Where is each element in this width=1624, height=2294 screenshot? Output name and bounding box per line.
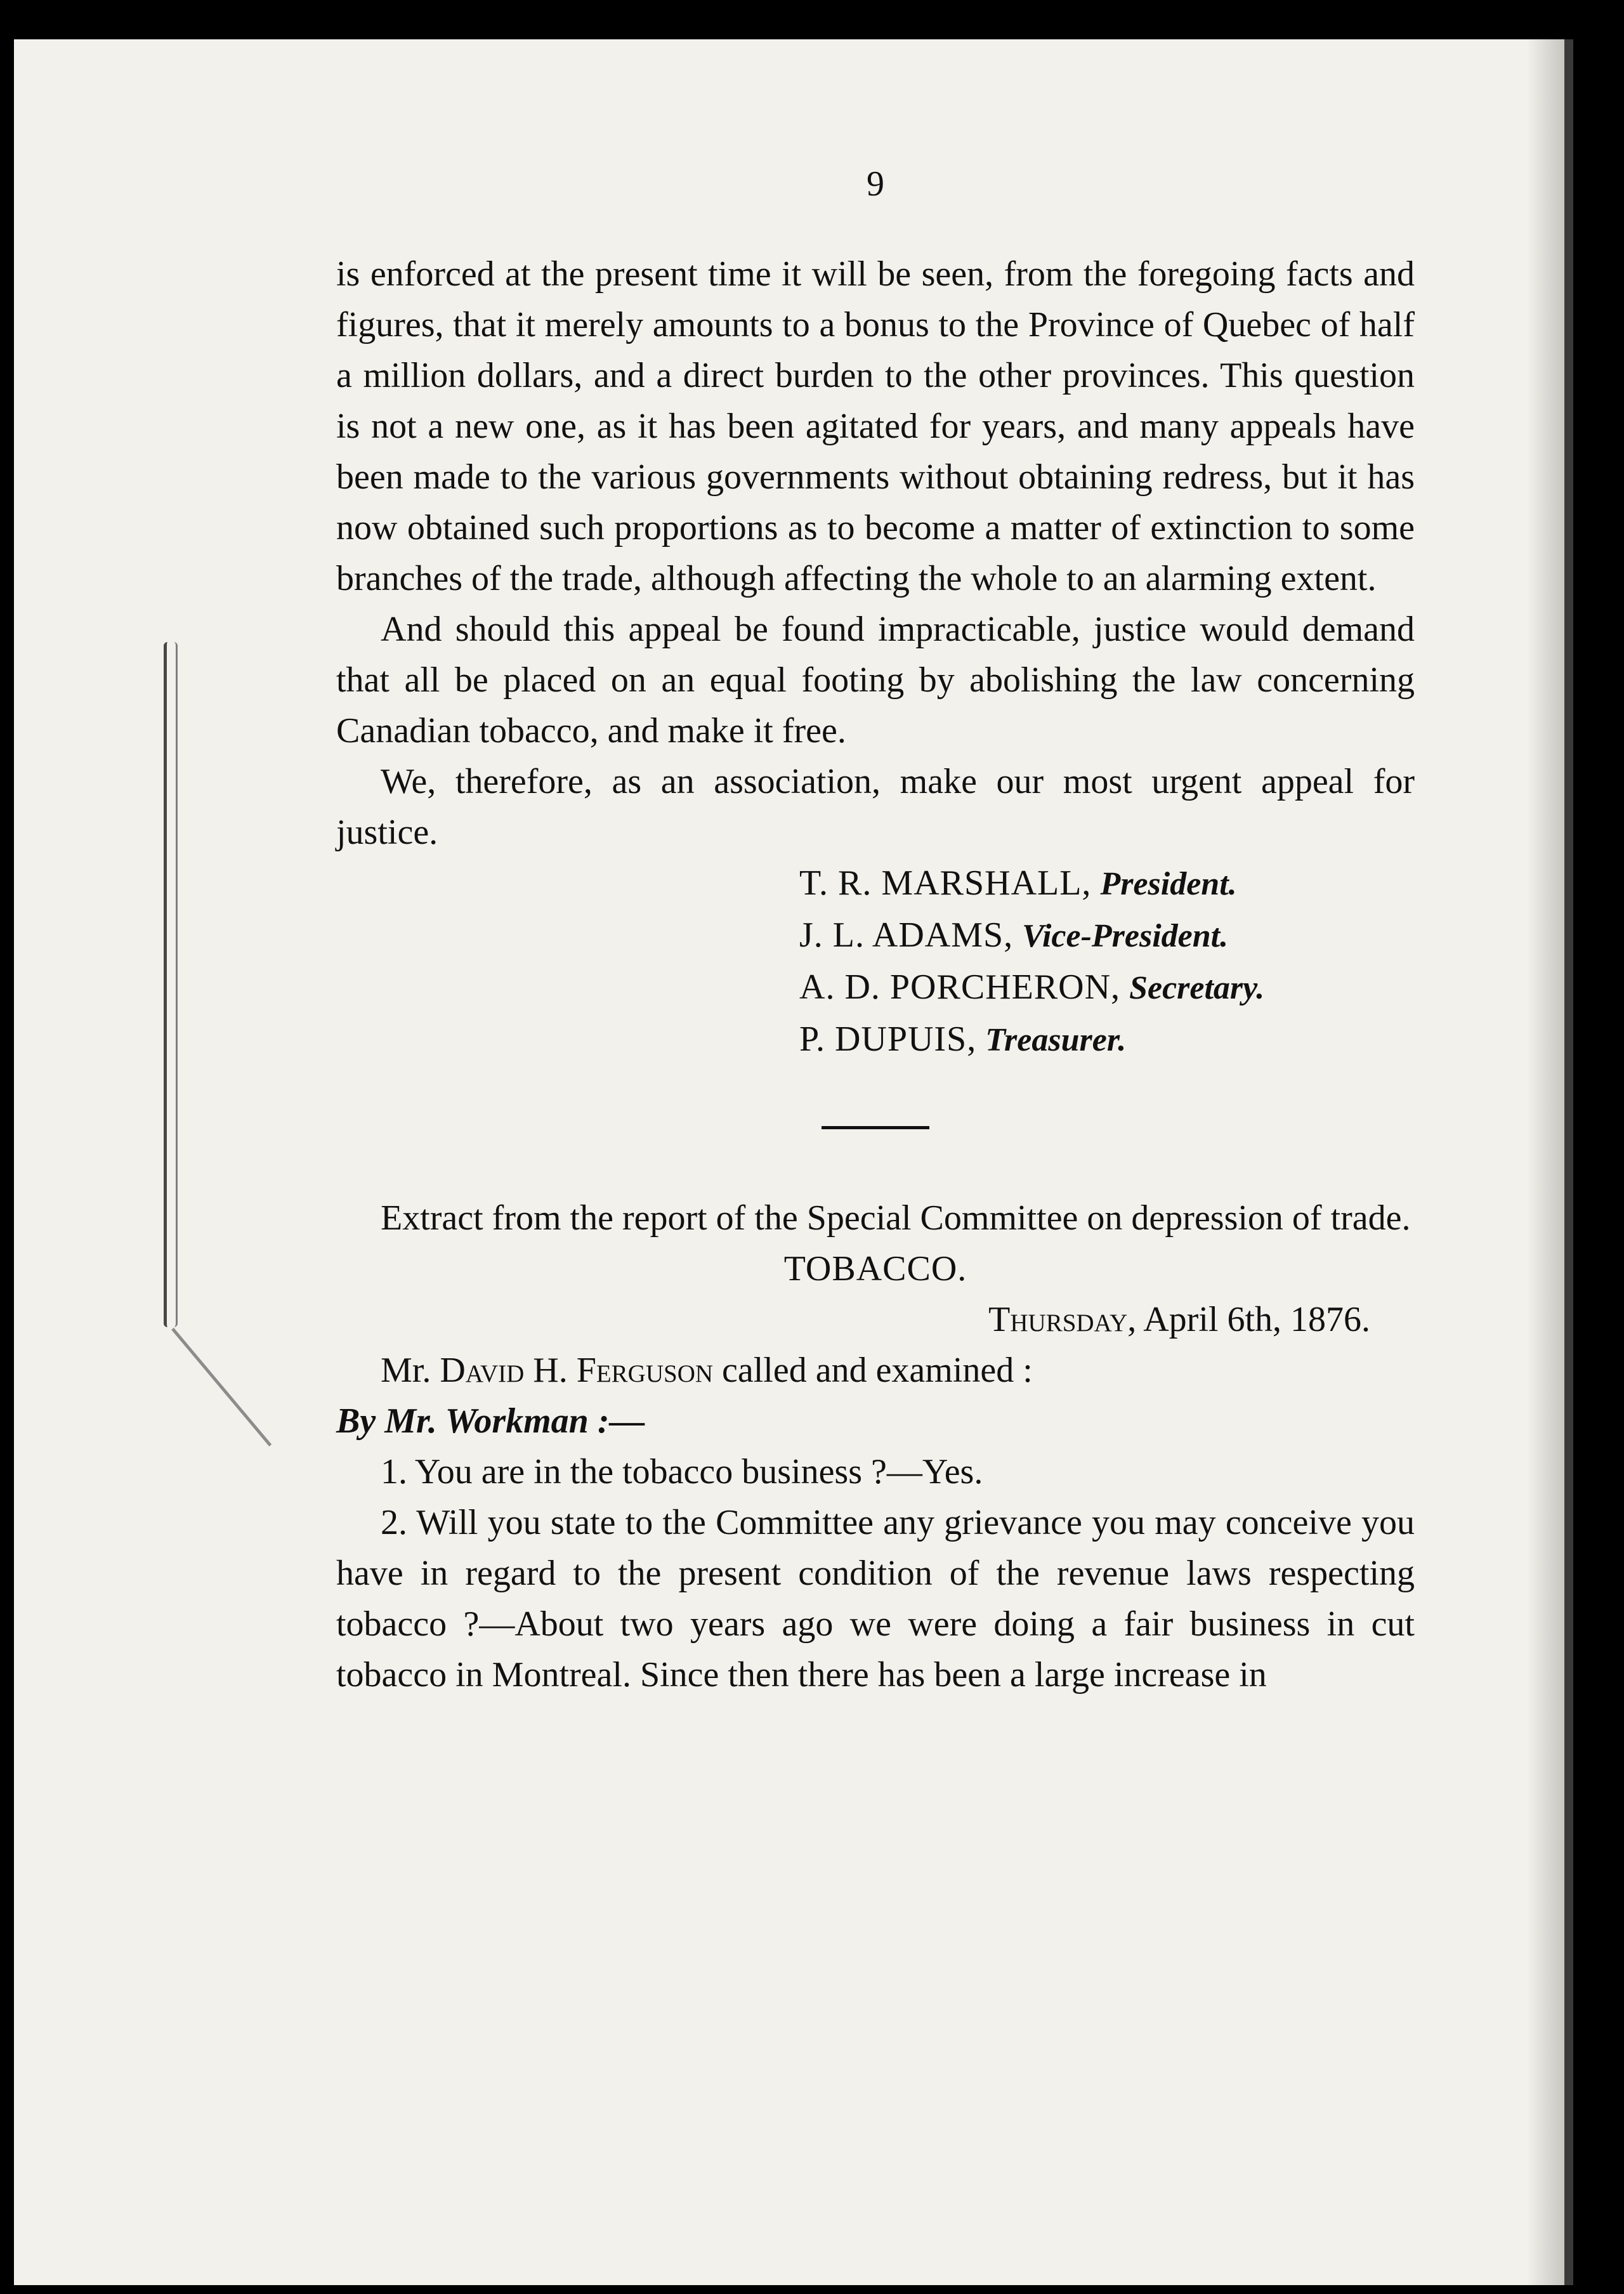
signatory-name: A. D. PORCHERON, bbox=[799, 967, 1121, 1007]
dateline-day: Thursday, bbox=[988, 1300, 1137, 1339]
extract-intro: Extract from the report of the Special Committee on depression of trade. bbox=[381, 1198, 1411, 1238]
signatory-title: Vice-President. bbox=[1022, 918, 1229, 954]
paragraph-urgent-appeal: We, therefore, as an association, make our most urgent appeal for justice. bbox=[336, 762, 1415, 852]
signatory-name: T. R. MARSHALL, bbox=[799, 863, 1092, 903]
signature-president bbox=[799, 858, 1415, 910]
signature-vice-president bbox=[799, 910, 1415, 962]
section-divider bbox=[822, 1126, 929, 1129]
signatory-title: Treasurer. bbox=[985, 1022, 1127, 1058]
question-2: 2. Will you state to the Committee any grievance you may conceive you have in regard to the present condition of the revenue laws respecting tobacco ?—About two years ago we were doing a fair business in cut tobacco in Montreal. Since then there has been a large increase in bbox=[336, 1503, 1415, 1694]
signatory-name: P. DUPUIS, bbox=[799, 1019, 977, 1059]
binding-thread-mark bbox=[164, 642, 178, 1327]
witness-suffix: called and examined : bbox=[713, 1351, 1033, 1390]
page-content bbox=[336, 159, 1415, 1700]
page-number: 9 bbox=[867, 164, 884, 204]
signature-secretary bbox=[799, 962, 1415, 1014]
section-heading: TOBACCO. bbox=[783, 1249, 967, 1288]
dateline bbox=[336, 1294, 1415, 1345]
binding-thread-tail bbox=[171, 1328, 272, 1446]
witness-name: David H. Ferguson bbox=[440, 1351, 714, 1390]
signatory-title: Secretary. bbox=[1129, 970, 1265, 1006]
dateline-date: April 6th, 1876. bbox=[1143, 1300, 1370, 1339]
signatory-name: J. L. ADAMS, bbox=[799, 915, 1014, 955]
page-edge-shadow bbox=[1526, 39, 1564, 2285]
signatory-title: President. bbox=[1100, 866, 1237, 902]
witness-prefix: Mr. bbox=[381, 1351, 440, 1390]
witness-line bbox=[336, 1345, 1415, 1396]
paragraph-appeal: And should this appeal be found impracticable, justice would demand that all be placed on an equal footing by abolishing the law concerning Canadian tobacco, and make it free. bbox=[336, 610, 1415, 750]
question-1: 1. You are in the tobacco business ?—Yes. bbox=[381, 1452, 983, 1491]
examiner-line: By Mr. Workman :— bbox=[336, 1401, 645, 1441]
paragraph-continuation: is enforced at the present time it will be seen, from the foregoing facts and figures, that it merely amounts to a bonus to the Province of Quebec of half a million dollars, and a direct burden to the other provinces. This question is not a new one, as it has been agitated for years, and many appeals have been made to the various governments without obtaining redress, but it has now obtained such proportions as to become a matter of extinction to some branches of the trade, although affecting the whole to an alarming extent. bbox=[336, 254, 1415, 598]
signature-treasurer bbox=[799, 1014, 1415, 1066]
signature-block bbox=[799, 858, 1415, 1066]
